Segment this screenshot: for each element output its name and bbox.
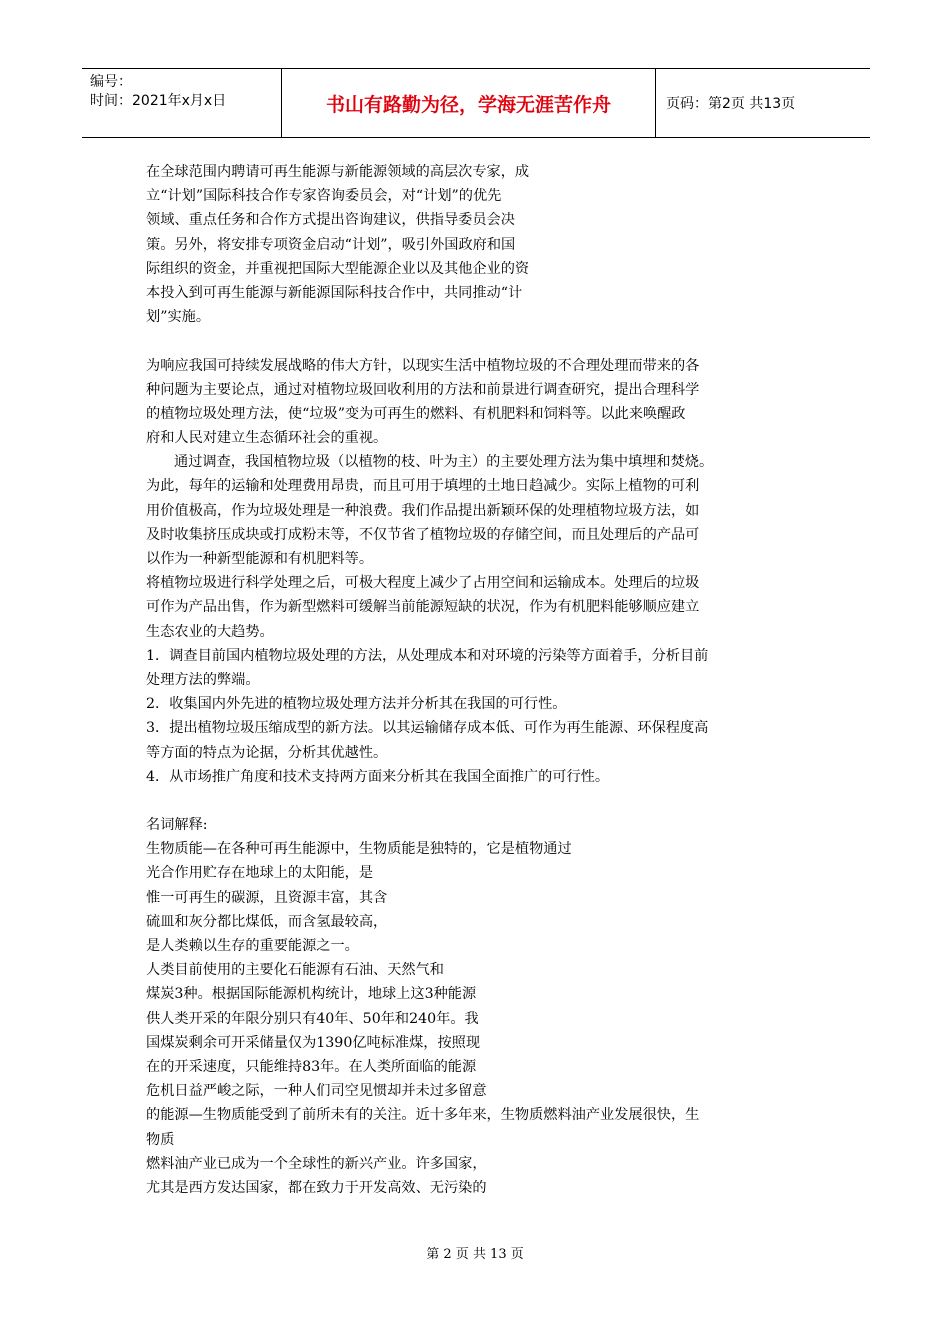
text-line: 生物质能—在各种可再生能源中，生物质能是独特的，它是植物通过 bbox=[146, 841, 572, 858]
text-line: 以作为一种新型能源和有机肥料等。 bbox=[146, 551, 374, 567]
text-line: 在的开采速度，只能维持83年。在人类所面临的能源 bbox=[146, 1058, 477, 1075]
text-line: 国煤炭剩余可开采储量仅为1390亿吨标准煤，按照现 bbox=[146, 1034, 481, 1051]
number-label: 编号： bbox=[90, 74, 132, 90]
glossary-heading: 名词解释: bbox=[146, 817, 208, 834]
text-line: 是人类赖以生存的重要能源之一。 bbox=[146, 938, 359, 954]
paragraph-survey bbox=[146, 450, 810, 789]
text-line: 及时收集挤压成块或打成粉末等，不仅节省了植物垃圾的存储空间，而且处理后的产品可 bbox=[146, 526, 700, 543]
text-line: 立“计划”国际科技合作专家咨询委员会，对“计划”的优先 bbox=[146, 188, 502, 205]
text-line: 物质 bbox=[146, 1131, 175, 1148]
text-line: 可作为产品出售，作为新型燃料可缓解当前能源短缺的状况，作为有机肥料能够顺应建立 bbox=[146, 599, 700, 616]
text-line: 将植物垃圾进行科学处理之后，可极大程度上减少了占用空间和运输成本。处理后的垃圾 bbox=[146, 575, 700, 592]
blank-line bbox=[146, 789, 810, 813]
text-line: 供人类开采的年限分别只有40年、50年和240年。我 bbox=[146, 1010, 479, 1027]
text-line: 硫皿和灰分都比煤低，而含氢最较高， bbox=[146, 913, 388, 930]
text-line: 惟一可再生的碳源，且资源丰富，其含 bbox=[146, 889, 388, 906]
text-line: 危机日益严峻之际，一种人们司空见惯却并未过多留意 bbox=[146, 1083, 487, 1100]
header-page-cell bbox=[656, 69, 870, 137]
list-item: 2．收集国内外先进的植物垃圾处理方法并分析其在我国的可行性。 bbox=[146, 696, 567, 713]
text-line: 在全球范围内聘请可再生能源与新能源领域的高层次专家，成 bbox=[146, 164, 530, 180]
text-line: 生态农业的大趋势。 bbox=[146, 623, 274, 640]
text-line: 策。另外，将安排专项资金启动“计划”，吸引外国政府和国 bbox=[146, 236, 516, 253]
blank-line bbox=[146, 329, 810, 353]
text-line: 际组织的资金，并重视把国际大型能源企业以及其他企业的资 bbox=[146, 260, 530, 277]
header-motto-cell bbox=[282, 69, 656, 137]
text-line: 府和人民对建立生态循环社会的重视。 bbox=[146, 430, 388, 447]
page-footer bbox=[0, 1243, 950, 1262]
list-item: 3．提出植物垃圾压缩成型的新方法。以其运输储存成本低、可作为再生能源、环保程度高 bbox=[146, 720, 709, 737]
document-body bbox=[146, 160, 810, 1200]
paragraph-glossary bbox=[146, 813, 810, 1200]
text-line: 本投入到可再生能源与新能源国际科技合作中，共同推动“计 bbox=[146, 284, 523, 301]
text-line: 的植物垃圾处理方法，使“垃圾”变为可再生的燃料、有机肥料和饲料等。以此来唤醒政 bbox=[146, 405, 686, 422]
text-line: 处理方法的弊端。 bbox=[146, 671, 260, 688]
text-line: 光合作用贮存在地球上的太阳能，是 bbox=[146, 865, 374, 882]
list-item: 4．从市场推广角度和技术支持两方面来分析其在我国全面推广的可行性。 bbox=[146, 768, 610, 785]
text-line: 通过调查，我国植物垃圾（以植物的枝、叶为主）的主要处理方法为集中填埋和焚烧。 bbox=[174, 454, 714, 471]
text-line: 用价值极高，作为垃圾处理是一种浪费。我们作品提出新颖环保的处理植物垃圾方法，如 bbox=[146, 502, 700, 519]
text-line: 燃料油产业已成为一个全球性的新兴产业。许多国家， bbox=[146, 1155, 487, 1172]
text-line: 划”实施。 bbox=[146, 309, 211, 326]
text-line: 为响应我国可持续发展战略的伟大方针，以现实生活中植物垃圾的不合理处理而带来的各 bbox=[146, 357, 700, 374]
text-line: 的能源—生物质能受到了前所未有的关注。近十多年来，生物质燃料油产业发展很快，生 bbox=[146, 1107, 700, 1124]
document-header bbox=[82, 68, 870, 138]
paragraph-cooperation bbox=[146, 160, 810, 329]
text-line: 煤炭3种。根据国际能源机构统计，地球上这3种能源 bbox=[146, 986, 477, 1003]
date-label: 时间：2021年x月x日 bbox=[90, 93, 227, 109]
text-line: 种问题为主要论点，通过对植物垃圾回收利用的方法和前景进行调查研究，提出合理科学 bbox=[146, 381, 700, 398]
text-line: 领域、重点任务和合作方式提出咨询建议，供指导委员会决 bbox=[146, 212, 515, 229]
text-line: 尤其是西方发达国家，都在致力于开发高效、无污染的 bbox=[146, 1179, 487, 1196]
list-item: 1．调查目前国内植物垃圾处理的方法，从处理成本和对环境的污染等方面着手，分析目前 bbox=[146, 647, 709, 664]
text-line: 为此，每年的运输和处理费用昂贵，而且可用于填埋的土地日趋减少。实际上植物的可利 bbox=[146, 478, 700, 495]
footer-page-number: 第 2 页 共 13 页 bbox=[426, 1247, 524, 1262]
page-info: 页码：第2页 共13页 bbox=[666, 96, 796, 112]
header-left-cell bbox=[82, 69, 282, 137]
motto-text: 书山有路勤为径，学海无涯苦作舟 bbox=[325, 93, 611, 116]
text-line: 等方面的特点为论据，分析其优越性。 bbox=[146, 744, 388, 761]
paragraph-purpose bbox=[146, 354, 810, 451]
text-line: 人类目前使用的主要化石能源有石油、天然气和 bbox=[146, 962, 444, 979]
